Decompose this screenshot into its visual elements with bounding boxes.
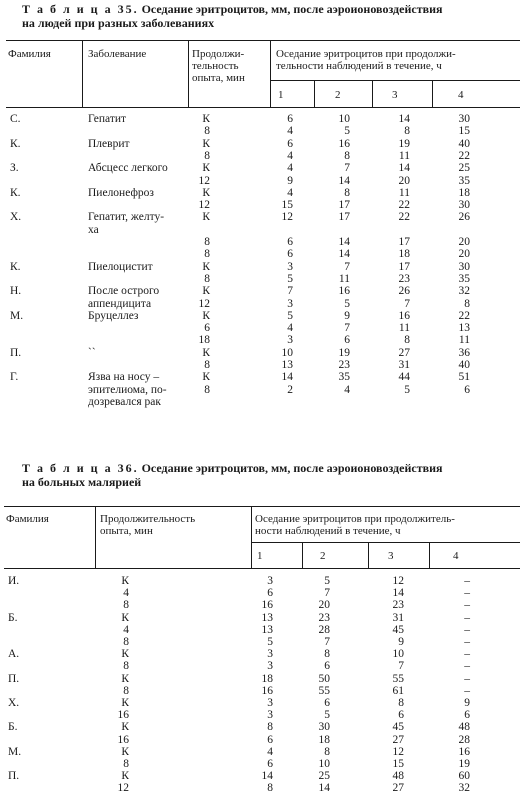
table35-row-value-h1: 6	[287, 248, 293, 260]
table36-header-settling: Оседание эритроцитов при продолжитель- ности наблюдений в течение, ч	[255, 513, 455, 537]
table35-row-duration: 8	[204, 150, 210, 162]
table35-col-divider	[432, 80, 433, 107]
table36-top-rule	[4, 506, 520, 507]
table35-row-value-h3: 5	[404, 384, 410, 396]
table36-row-value-h2: 7	[324, 636, 330, 648]
table36-header-hour-1: 1	[257, 550, 263, 562]
table35-header-hour-1: 1	[278, 89, 284, 101]
table35-row-duration: 8	[204, 359, 210, 371]
table35-row-value-h4: 20	[458, 236, 470, 248]
table36-row-value-h1: 16	[261, 685, 273, 697]
table35-row-value-h4: 40	[458, 138, 470, 150]
table36-row-duration: 4	[123, 624, 129, 636]
table36-row-duration: К	[121, 721, 129, 733]
table35-header-duration: Продолжи- тельность опыта, мин	[192, 48, 245, 84]
table35-row-value-h1: 9	[287, 175, 293, 187]
table35-row-value-h2: 8	[344, 187, 350, 199]
table35-row-value-h4: 15	[458, 125, 470, 137]
table35-row-value-h3: 18	[398, 248, 410, 260]
table36-row-value-h3: 12	[392, 746, 404, 758]
table35-row-value-h3: 11	[398, 150, 410, 162]
table35-row-value-h2: 16	[338, 285, 350, 297]
table35-row-disease: Гепатит	[88, 113, 127, 125]
table35-row-value-h2: 4	[344, 384, 350, 396]
table35-row-value-h1: 6	[287, 138, 293, 150]
table35-row-duration: 8	[204, 273, 210, 285]
table36-row-name: Б.	[8, 612, 18, 624]
table35-row-value-h2: 14	[338, 236, 350, 248]
table36-row-name: П.	[8, 673, 20, 685]
table35-row-value-h3: 23	[398, 273, 410, 285]
table35-row-value-h2: 5	[344, 125, 350, 137]
table35-row-value-h2: 7	[344, 261, 350, 273]
table35-col-divider	[314, 80, 315, 107]
table36-col-divider	[251, 506, 252, 568]
table35-row-value-h2: 17	[338, 199, 350, 211]
table35-row-value-h3: 26	[398, 285, 410, 297]
table36-row-value-h1: 3	[267, 709, 273, 721]
table36-row-value-h3: 8	[398, 697, 404, 709]
table36-row-value-h2: 5	[324, 575, 330, 587]
table35-row-value-h1: 15	[281, 199, 293, 211]
table36-row-name: А.	[8, 648, 20, 660]
table35-row-name: С.	[10, 113, 21, 125]
table35-row-value-h1: 7	[287, 285, 293, 297]
table36-row-value-h4: –	[464, 660, 470, 672]
table36-row-duration: К	[121, 746, 129, 758]
table35-row-value-h1: 6	[287, 113, 293, 125]
table35-row-name: К.	[10, 187, 21, 199]
table36-row-value-h2: 28	[318, 624, 330, 636]
table36-row-value-h4: –	[464, 636, 470, 648]
table35-row-duration: К	[202, 261, 210, 273]
table35-row-value-h4: 13	[458, 322, 470, 334]
table36-row-value-h4: –	[464, 624, 470, 636]
table35-row-value-h3: 20	[398, 175, 410, 187]
table35-row-value-h2: 35	[338, 371, 350, 383]
table35-row-value-h4: 8	[464, 298, 470, 310]
table35-row-value-h3: 8	[404, 334, 410, 346]
table35-row-name: П.	[10, 347, 22, 359]
table35-row-value-h3: 8	[404, 125, 410, 137]
table35-row-value-h1: 3	[287, 334, 293, 346]
table35-row-value-h4: 26	[458, 211, 470, 223]
table36-row-value-h2: 23	[318, 612, 330, 624]
table36-row-value-h2: 30	[318, 721, 330, 733]
table35-row-value-h3: 14	[398, 113, 410, 125]
table36-row-value-h2: 6	[324, 660, 330, 672]
table36-row-value-h4: 16	[458, 746, 470, 758]
table35-row-value-h1: 4	[287, 150, 293, 162]
table36-row-value-h4: 60	[458, 770, 470, 782]
table35-row-value-h2: 19	[338, 347, 350, 359]
table36-row-value-h1: 6	[267, 587, 273, 599]
table35-row-value-h2: 17	[338, 211, 350, 223]
table36-row-value-h1: 3	[267, 697, 273, 709]
table36-row-name: Х.	[8, 697, 20, 709]
table36-row-value-h3: 14	[392, 587, 404, 599]
table35-row-disease: эпителиома, по-	[88, 384, 167, 396]
table35-row-disease: ха	[88, 224, 99, 236]
table35-row-value-h1: 10	[281, 347, 293, 359]
table36-row-name: М.	[8, 746, 22, 758]
table35-row-duration: 6	[204, 322, 210, 334]
table35-row-duration: 8	[204, 248, 210, 260]
table35-col-divider	[372, 80, 373, 107]
table36-row-name: Б.	[8, 721, 18, 733]
table36-row-duration: 8	[123, 660, 129, 672]
table36-row-value-h4: –	[464, 648, 470, 660]
table35-row-name: К.	[10, 138, 21, 150]
table35-row-duration: К	[202, 347, 210, 359]
table36-caption-line1: Т а б л и ц а 36. Оседание эритроцитов, мм, после аэроионовоздействия	[22, 461, 443, 475]
table35-row-duration: 8	[204, 236, 210, 248]
table36-row-duration: К	[121, 697, 129, 709]
table36-row-value-h1: 6	[267, 758, 273, 770]
table35-header-disease: Заболевание	[88, 48, 147, 60]
table35-row-duration: 18	[198, 334, 210, 346]
table36-row-value-h3: 7	[398, 660, 404, 672]
table36-row-value-h3: 6	[398, 709, 404, 721]
table36-row-value-h4: –	[464, 599, 470, 611]
table36-row-value-h3: 55	[392, 673, 404, 685]
table36-row-duration: 4	[123, 587, 129, 599]
table35-row-value-h4: 25	[458, 162, 470, 174]
table36-row-value-h2: 55	[318, 685, 330, 697]
table36-row-duration: 12	[117, 782, 129, 794]
table35-caption	[22, 2, 512, 30]
table36-row-value-h2: 8	[324, 746, 330, 758]
table36-row-duration: К	[121, 770, 129, 782]
table36-caption-line2: на больных малярией	[22, 475, 142, 489]
table36-row-value-h4: 19	[458, 758, 470, 770]
table36-row-value-h3: 9	[398, 636, 404, 648]
table35-row-value-h1: 6	[287, 236, 293, 248]
table36-row-value-h4: 32	[458, 782, 470, 794]
table35-row-duration: 8	[204, 384, 210, 396]
table36-subheader-rule	[251, 542, 520, 543]
table35-row-value-h1: 14	[281, 371, 293, 383]
table36-row-duration: 16	[117, 734, 129, 746]
table35-row-value-h3: 16	[398, 310, 410, 322]
table35-row-value-h3: 19	[398, 138, 410, 150]
table36-row-value-h1: 3	[267, 648, 273, 660]
table35-row-value-h1: 2	[287, 384, 293, 396]
table35-row-name: К.	[10, 261, 21, 273]
table36-header-bottom-rule	[4, 568, 520, 569]
table36-row-value-h2: 25	[318, 770, 330, 782]
table35-row-duration: К	[202, 138, 210, 150]
table35-subheader-rule	[270, 80, 520, 81]
table35-row-value-h2: 10	[338, 113, 350, 125]
table35-row-value-h4: 51	[458, 371, 470, 383]
table36-row-value-h3: 12	[392, 575, 404, 587]
table35-row-disease: Пиелоцистит	[88, 261, 153, 273]
table36-row-value-h4: 48	[458, 721, 470, 733]
table35-row-disease: ``	[88, 347, 96, 359]
table36-row-value-h1: 18	[261, 673, 273, 685]
table36-row-value-h1: 6	[267, 734, 273, 746]
table35-row-value-h2: 14	[338, 175, 350, 187]
table35-row-value-h3: 22	[398, 199, 410, 211]
table35-row-disease: Плеврит	[88, 138, 130, 150]
table36-row-duration: 8	[123, 758, 129, 770]
table35-row-value-h1: 4	[287, 162, 293, 174]
table35-col-divider	[82, 40, 83, 107]
table36-row-value-h4: 6	[464, 709, 470, 721]
table35-row-value-h4: 40	[458, 359, 470, 371]
table35-row-value-h1: 12	[281, 211, 293, 223]
table35-row-value-h1: 3	[287, 298, 293, 310]
table35-row-duration: 12	[198, 298, 210, 310]
table35-row-value-h1: 4	[287, 322, 293, 334]
table35-row-value-h1: 5	[287, 273, 293, 285]
table35-caption-line2: на людей при разных заболеваниях	[22, 16, 215, 30]
table35-row-value-h3: 11	[398, 322, 410, 334]
table36-row-value-h4: –	[464, 575, 470, 587]
table35-row-disease: аппендицита	[88, 298, 152, 310]
table35-header-name: Фамилия	[8, 48, 51, 60]
table36-row-value-h1: 5	[267, 636, 273, 648]
table36-row-value-h3: 45	[392, 624, 404, 636]
table36-row-value-h1: 16	[261, 599, 273, 611]
table35-header-bottom-rule	[6, 107, 520, 108]
table35-row-value-h1: 5	[287, 310, 293, 322]
table35-row-value-h2: 5	[344, 298, 350, 310]
table36-row-value-h4: 28	[458, 734, 470, 746]
table35-row-duration: 8	[204, 125, 210, 137]
table36-row-value-h2: 10	[318, 758, 330, 770]
table36-row-value-h1: 13	[261, 612, 273, 624]
table36-row-value-h2: 5	[324, 709, 330, 721]
table35-row-value-h4: 11	[458, 334, 470, 346]
table36-row-duration: 8	[123, 599, 129, 611]
table36-row-value-h3: 27	[392, 782, 404, 794]
table35-row-value-h1: 13	[281, 359, 293, 371]
table35-row-value-h3: 14	[398, 162, 410, 174]
table36-row-duration: К	[121, 575, 129, 587]
table36-row-value-h2: 20	[318, 599, 330, 611]
table35-row-value-h4: 30	[458, 261, 470, 273]
table35-row-duration: К	[202, 371, 210, 383]
table35-row-value-h1: 3	[287, 261, 293, 273]
table35-row-value-h4: 30	[458, 113, 470, 125]
table36-row-value-h4: –	[464, 673, 470, 685]
table36-row-value-h2: 7	[324, 587, 330, 599]
table35-top-rule	[6, 40, 520, 41]
table36-row-value-h2: 14	[318, 782, 330, 794]
table36-row-duration: К	[121, 612, 129, 624]
table36-col-divider	[429, 542, 430, 568]
table35-row-name: Г.	[10, 371, 19, 383]
table36-row-duration: 16	[117, 709, 129, 721]
table35-row-value-h4: 35	[458, 175, 470, 187]
table35-row-value-h3: 27	[398, 347, 410, 359]
table35-row-disease: Абсцесс легкого	[88, 162, 168, 174]
table36-row-name: И.	[8, 575, 20, 587]
table35-row-duration: К	[202, 285, 210, 297]
table36-header-hour-4: 4	[453, 550, 459, 562]
table35-row-value-h4: 36	[458, 347, 470, 359]
table35-row-value-h2: 23	[338, 359, 350, 371]
table35-row-value-h3: 11	[398, 187, 410, 199]
table35-row-value-h2: 16	[338, 138, 350, 150]
table35-row-disease: Пиелонефроз	[88, 187, 154, 199]
table35-row-value-h4: 22	[458, 150, 470, 162]
table35-row-duration: К	[202, 113, 210, 125]
table35-row-value-h4: 22	[458, 310, 470, 322]
table35-caption-line1: Т а б л и ц а 35. Оседание эритроцитов, мм, после аэроионовоздействия	[22, 2, 443, 16]
table35-row-duration: 12	[198, 175, 210, 187]
table36-row-value-h3: 48	[392, 770, 404, 782]
table35-row-name: Н.	[10, 285, 22, 297]
table36-col-divider	[368, 542, 369, 568]
table35-row-value-h4: 35	[458, 273, 470, 285]
table35-row-value-h3: 17	[398, 261, 410, 273]
table36-row-value-h3: 31	[392, 612, 404, 624]
table35-row-value-h3: 31	[398, 359, 410, 371]
table36-row-duration: К	[121, 648, 129, 660]
table36-row-value-h4: –	[464, 587, 470, 599]
table35-row-value-h4: 6	[464, 384, 470, 396]
table35-col-divider	[188, 40, 189, 107]
table36-row-value-h1: 3	[267, 660, 273, 672]
table35-row-value-h2: 6	[344, 334, 350, 346]
table35-header-hour-2: 2	[335, 89, 341, 101]
table35-row-value-h3: 22	[398, 211, 410, 223]
table36-row-value-h2: 8	[324, 648, 330, 660]
table35-row-disease: Гепатит, желту-	[88, 211, 165, 223]
table35-row-disease: Язва на носу –	[88, 371, 160, 383]
table35-row-value-h4: 20	[458, 248, 470, 260]
table35-row-value-h4: 32	[458, 285, 470, 297]
table36-row-value-h2: 6	[324, 697, 330, 709]
table35-row-duration: К	[202, 211, 210, 223]
table36-col-divider	[95, 506, 96, 568]
table35-row-duration: К	[202, 162, 210, 174]
table36-row-value-h1: 8	[267, 721, 273, 733]
table35-row-name: М.	[10, 310, 24, 322]
table35-row-disease: дозревался рак	[88, 396, 161, 408]
table36-row-value-h3: 27	[392, 734, 404, 746]
table35-col-divider	[270, 40, 271, 107]
table36-caption	[22, 461, 512, 489]
table36-col-divider	[302, 542, 303, 568]
table35-header-hour-4: 4	[458, 89, 464, 101]
table35-row-disease: Бруцеллез	[88, 310, 139, 322]
table36-row-duration: 8	[123, 636, 129, 648]
table35-header-settling: Оседание эритроцитов при продолжи- тельности наблюдений в течение, ч	[276, 48, 456, 72]
table36-row-value-h4: –	[464, 685, 470, 697]
table36-row-value-h1: 13	[261, 624, 273, 636]
table36-row-duration: 8	[123, 685, 129, 697]
table35-row-value-h1: 4	[287, 187, 293, 199]
table35-row-duration: К	[202, 187, 210, 199]
table35-header-hour-3: 3	[392, 89, 398, 101]
table35-row-name: З.	[10, 162, 19, 174]
table36-row-value-h3: 61	[392, 685, 404, 697]
table36-header-name: Фамилия	[6, 513, 49, 525]
table36-row-value-h3: 10	[392, 648, 404, 660]
table36-row-duration: К	[121, 673, 129, 685]
table35-row-value-h2: 9	[344, 310, 350, 322]
table36-row-value-h1: 8	[267, 782, 273, 794]
table35-row-disease: После острого	[88, 285, 160, 297]
table36-row-value-h1: 14	[261, 770, 273, 782]
table36-row-value-h4: –	[464, 612, 470, 624]
table35-row-value-h4: 18	[458, 187, 470, 199]
table36-row-value-h1: 4	[267, 746, 273, 758]
table35-row-duration: 12	[198, 199, 210, 211]
table35-row-value-h2: 11	[338, 273, 350, 285]
table36-header-duration: Продолжительность опыта, мин	[100, 513, 196, 537]
table35-row-value-h3: 44	[398, 371, 410, 383]
table35-row-value-h2: 7	[344, 162, 350, 174]
table35-row-name: Х.	[10, 211, 22, 223]
table35-row-value-h4: 30	[458, 199, 470, 211]
table36-row-name: П.	[8, 770, 20, 782]
table36-row-value-h2: 50	[318, 673, 330, 685]
table35-row-value-h1: 4	[287, 125, 293, 137]
table36-header-hour-2: 2	[320, 550, 326, 562]
table36-row-value-h4: 9	[464, 697, 470, 709]
table36-row-value-h2: 18	[318, 734, 330, 746]
table36-row-value-h3: 23	[392, 599, 404, 611]
table35-row-value-h2: 7	[344, 322, 350, 334]
table35-row-value-h3: 17	[398, 236, 410, 248]
table36-row-value-h3: 45	[392, 721, 404, 733]
table35-row-value-h3: 7	[404, 298, 410, 310]
table36-header-hour-3: 3	[388, 550, 394, 562]
table35-row-value-h2: 14	[338, 248, 350, 260]
table35-row-value-h2: 8	[344, 150, 350, 162]
table36-row-value-h1: 3	[267, 575, 273, 587]
table35-row-duration: К	[202, 310, 210, 322]
table36-row-value-h3: 15	[392, 758, 404, 770]
